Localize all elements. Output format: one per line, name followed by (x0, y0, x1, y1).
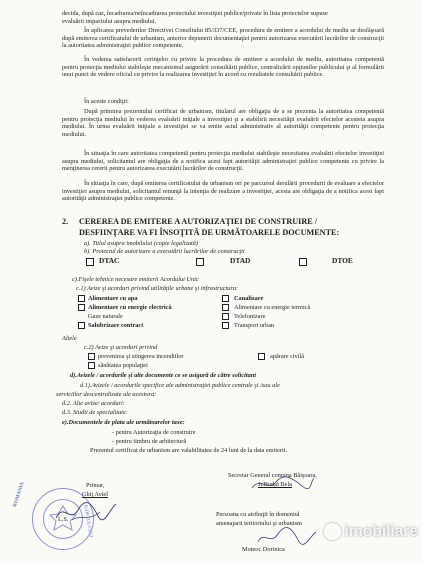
item-d1: d).Avizele / acordurile şi alte documente ce se asigură de către solicitant (70, 372, 256, 379)
dtad-checkbox[interactable] (196, 258, 204, 266)
util-energie-checkbox[interactable] (78, 304, 85, 311)
mayor-name: Ghiţ Aviel (82, 491, 108, 498)
paragraph-line: evaluării impactului asupra mediului. (62, 18, 157, 25)
sanatate-checkbox[interactable] (88, 362, 95, 369)
section-heading-line2: DESFIINŢARE VA FI ÎNSOŢITĂ DE URMĂTOARELE DOCUMENTE: (79, 228, 340, 237)
officer-signature-icon (254, 524, 318, 548)
paragraph-renunciation: În situaţia în care, după emiterea certificatului de urbanism ori pe parcursul derulării procedurii de evaluare a efectelor investiţiei asupra mediului, solicitantul renunţă la intenţia de realizare a investiţiei, acesta are obligaţia de a notifica acest fapt autorităţii administraţiei publice competente. (62, 180, 384, 203)
dtoe-checkbox[interactable] (299, 258, 307, 266)
item-d1-1-cont: serviciilor descentralizate ale acestora: (56, 391, 157, 398)
util-transport-label: Transport urban (234, 322, 275, 329)
mayor-signature-icon (52, 498, 120, 526)
seal-ls: L.S. (58, 516, 69, 523)
util-termica-label: Alimentare cu energie termică (234, 304, 311, 311)
secretary-signature-icon (246, 474, 316, 494)
util-canalizare-checkbox[interactable] (222, 295, 229, 302)
item-c2: c.2) Avize şi acorduri privind (84, 344, 158, 351)
paragraph-public-consultation: În vederea satisfacerii cerinţelor cu privire la procedura de emitere a acordului de mediu, autoritatea competentă pentru protecţia mediului stabileşte mecanismul asigurării consultării publice, centralizării opţiunilor publicului şi al formulării unui punct de vedere oficial cu privire la realizarea investiţiei în acord cu rezultatele consultării publice. (62, 56, 384, 79)
util-apa-label: Alimentare cu apa (88, 295, 138, 302)
dtoe-label: DTOE (332, 256, 353, 265)
section-heading-line1: CEREREA DE EMITERE A AUTORIZAŢIEI DE CONSTRUIRE / (79, 217, 318, 226)
util-gaze-label: Gaze naturale (88, 313, 123, 320)
seal-right-text: JUDEŢUL CLUJ (82, 504, 93, 539)
aparare-label: apărare civilă (270, 353, 305, 360)
secretary-title: Secretar General comuna Băişoara, (228, 472, 317, 479)
validity-statement: Prezentul certificat de urbanism are valabilitatea de 24 luni de la data emiterii. (90, 447, 288, 454)
watermark (324, 523, 418, 541)
item-e2: - pentru timbru de arhitectură (112, 438, 187, 445)
section-number: 2. (62, 217, 69, 226)
dtac-checkbox[interactable] (86, 258, 94, 266)
prev-incendii-checkbox[interactable] (88, 353, 95, 360)
seal-top-text: ROMANIA (12, 481, 26, 508)
util-telefonizare-label: Telefonizare (234, 313, 266, 320)
prev-incendii-label: prevenirea şi stingerea incendiilor (98, 353, 184, 360)
paragraph-directive: În aplicarea prevederilor Directivei Consiliului 85/337/CEE, procedura de emitere a acordului de mediu se desfăşoară după emiterea certificatului de urbanism, anterior depunerii documentaţiei pentru autorizarea executării lucrărilor de construcţii la autoritatea administraţiei publice competente. (62, 27, 384, 50)
item-d2: d.2. Alte avize/ acorduri: (62, 400, 125, 407)
secretary-name: Jr.Budai Bela (258, 481, 292, 488)
dtac-label: DTAC (99, 256, 120, 265)
item-a: a). Titlul asupra imobilului (copie legalizată) (84, 240, 199, 247)
util-apa-checkbox[interactable] (78, 295, 85, 302)
item-e: e).Documentele de plata ale următoarelor taxe: (62, 419, 185, 426)
watermark-logo-icon (324, 523, 341, 540)
util-telefonizare-checkbox[interactable] (222, 313, 229, 320)
util-salubrizare-checkbox[interactable] (78, 322, 85, 329)
urbanism-officer-title-2: amenajarii teritoriului şi urbanism (216, 520, 302, 527)
util-canalizare-label: Canalizare (234, 295, 264, 302)
mayor-title: Primar, (86, 482, 105, 489)
watermark-text: imobiliare (344, 523, 418, 540)
item-c1: c.1) Avize şi acorduri privind utilităţile urbane şi infrastructura: (76, 285, 239, 292)
item-c: c).Fişele tehnice necesare emiterii Acordului Unic (72, 276, 199, 283)
dtad-label: DTAD (230, 256, 251, 265)
paragraph-line: decida, după caz, încadrarea/neîncadrarea proiectului investiţiei publice/private în lista proiectelor supuse (62, 10, 328, 17)
altele-label: Altele (62, 335, 77, 342)
util-termica-checkbox[interactable] (222, 304, 229, 311)
aparare-checkbox[interactable] (258, 353, 265, 360)
util-salubrizare-label: Salubrizare contract (88, 322, 144, 329)
paragraph-conditions: În aceste condiţii: (84, 98, 129, 105)
item-d1-1: d.1).Avizele / acordurile specifice ale administraţiei publice centrale şi /sau ale (80, 382, 280, 389)
util-transport-checkbox[interactable] (222, 322, 229, 329)
paragraph-notification: În situaţia în care autoritatea competentă pentru protecţia mediului stabileşte necesitatea evaluării efectelor investiţiei asupra mediului, solicitantul are obligaţia de a notifica acest fapt autorităţii administraţiei publice competente cu privire la menţinerea cererii pentru autorizarea executării lucrărilor de construcţii. (62, 150, 384, 173)
item-b: b). Proiectul de autorizare a executării lucrărilor de construcţii (84, 248, 245, 255)
util-energie-label: Alimentare cu energie electrică (88, 304, 172, 311)
urbanism-officer-name: Moteoc Dorinica (242, 546, 285, 553)
sanatate-label: sănătatea populaţiei (98, 362, 148, 369)
item-e1: - pentru Autorizaţia de construire (112, 429, 196, 436)
item-d3: d.3. Studii de specialitate: (62, 409, 128, 416)
paragraph-obligation: După primirea prezentului certificat de urbanism, titularul are obligaţia de a se prezenta la autoritatea competentă pentru protecţia mediului în vederea evaluării iniţiale a investiţiei şi a stabilirii necesităţii evaluării efectelor acesteia asupra mediului. În urma evaluării iniţiale a investiţiei se va emite actul administrativ al autorităţii competente pentru protecţia mediului. (62, 108, 384, 138)
urbanism-officer-title-1: Persoana cu atribuţii în domeniul (216, 511, 300, 518)
